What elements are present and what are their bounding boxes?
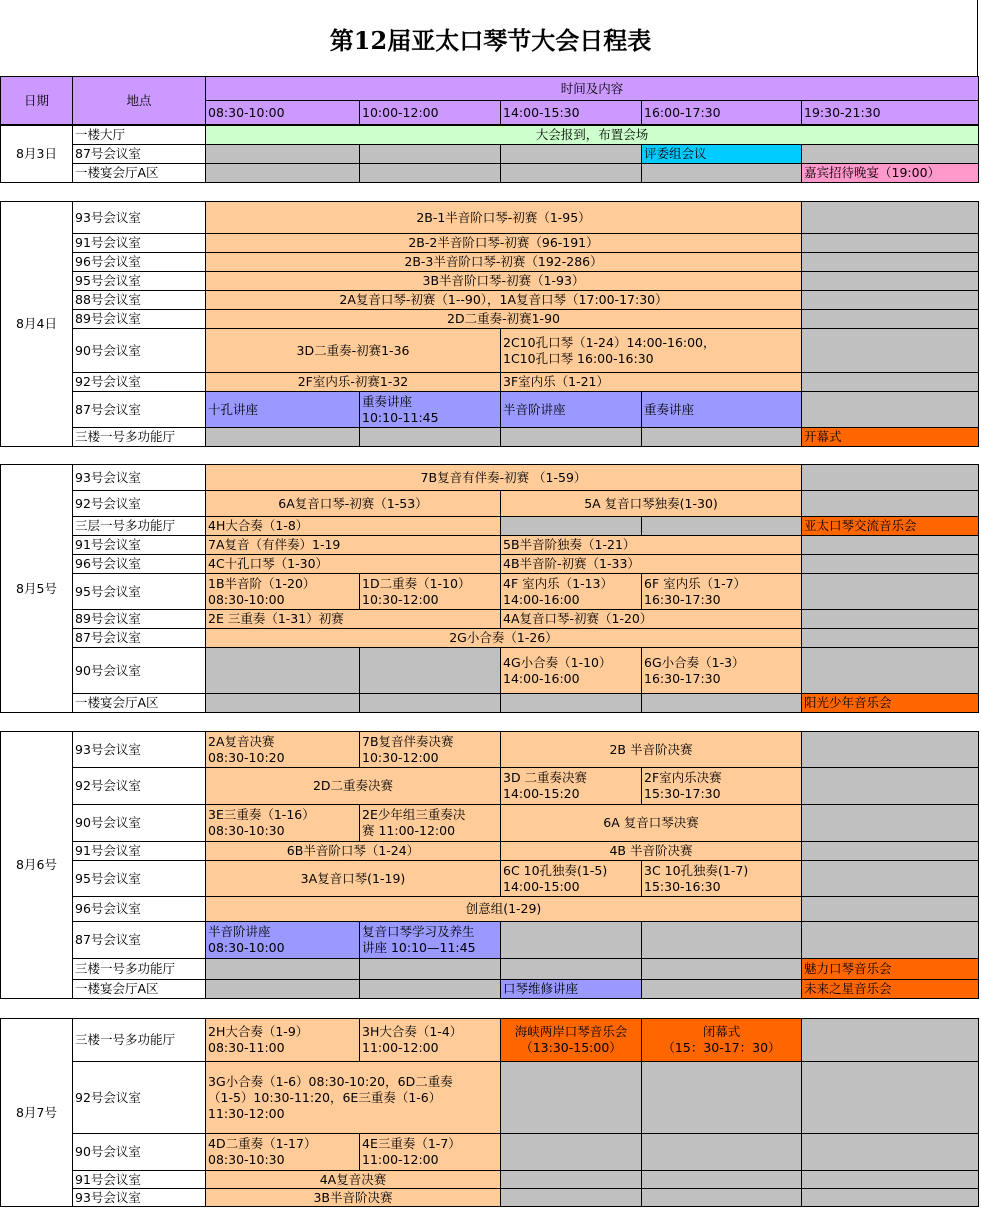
event-cell: 4C十孔口琴（1-30） bbox=[206, 555, 501, 574]
event-line: 10:30-12:00 bbox=[362, 591, 439, 607]
event-cell bbox=[501, 329, 802, 373]
event-cell bbox=[501, 1019, 642, 1062]
empty-cell bbox=[501, 164, 642, 183]
event-line: 2C10孔口琴（1-24）14:00-16:00， bbox=[503, 334, 716, 350]
empty-cell bbox=[802, 1189, 979, 1207]
empty-cell bbox=[360, 648, 501, 694]
place-cell: 90号会议室 bbox=[73, 648, 206, 694]
empty-cell bbox=[802, 373, 979, 392]
event-line: 赛 11:00-12:00 bbox=[362, 823, 456, 838]
slot-5: 19:30-21:30 bbox=[802, 101, 979, 125]
event-line: 6F 室内乐（1-7） bbox=[644, 575, 747, 591]
event-cell bbox=[206, 574, 360, 610]
place-cell: 87号会议室 bbox=[73, 392, 206, 428]
slot-2: 10:00-12:00 bbox=[360, 101, 501, 125]
event-cell bbox=[206, 805, 360, 842]
empty-cell bbox=[802, 145, 979, 164]
event-line: 2H大合奏（1-9） bbox=[208, 1024, 309, 1039]
empty-cell bbox=[360, 694, 501, 713]
date-cell: 8月3日 bbox=[1, 126, 73, 183]
event-line: 4D二重奏（1-17） bbox=[208, 1136, 317, 1151]
event-cell: 阳光少年音乐会 bbox=[802, 694, 979, 713]
empty-cell bbox=[642, 922, 802, 959]
place-cell: 95号会议室 bbox=[73, 861, 206, 897]
place-cell: 90号会议室 bbox=[73, 1134, 206, 1171]
event-line: 2E少年组三重奏决 bbox=[362, 807, 466, 822]
event-line: （1-5）10:30-11:20，6E三重奏（1-6） bbox=[208, 1089, 442, 1105]
event-cell: 3D二重奏-初赛1-36 bbox=[206, 329, 501, 373]
event-line: 3C 10孔独奏(1-7) bbox=[644, 862, 749, 878]
event-line: （15：30-17：30） bbox=[662, 1040, 781, 1055]
event-cell: 2B-2半音阶口琴-初赛（96-191） bbox=[206, 234, 802, 253]
event-line: 2A复音决赛 bbox=[208, 733, 275, 749]
header-time-content: 时间及内容 bbox=[206, 77, 979, 101]
place-cell: 三楼一号多功能厅 bbox=[73, 959, 206, 980]
event-cell: 7B复音有伴奏-初赛 （1-59） bbox=[206, 465, 802, 491]
place-cell: 91号会议室 bbox=[73, 842, 206, 861]
event-cell bbox=[501, 768, 642, 805]
event-cell: 4B 半音阶决赛 bbox=[501, 842, 802, 861]
title-border bbox=[977, 0, 978, 76]
event-line: 16:30-17:30 bbox=[644, 591, 721, 607]
empty-cell bbox=[802, 491, 979, 517]
empty-cell bbox=[802, 392, 979, 428]
lecture-cell: 口琴维修讲座 bbox=[501, 980, 642, 999]
event-cell bbox=[642, 861, 802, 897]
lecture-line: 08:30-10:00 bbox=[208, 940, 285, 955]
place-cell: 87号会议室 bbox=[73, 629, 206, 648]
event-cell: 2G小合奏（1-26） bbox=[206, 629, 802, 648]
event-cell: 2B 半音阶决赛 bbox=[501, 732, 802, 768]
event-line: 08:30-10:00 bbox=[208, 591, 285, 607]
date-cell: 8月4日 bbox=[1, 202, 73, 447]
slot-1: 08:30-10:00 bbox=[206, 101, 360, 125]
day-block-aug3 bbox=[0, 125, 979, 183]
lecture-line: 重奏讲座 bbox=[362, 393, 413, 409]
event-cell: 亚太口琴交流音乐会 bbox=[802, 517, 979, 536]
empty-cell bbox=[206, 980, 360, 999]
event-cell bbox=[501, 861, 642, 897]
place-cell: 92号会议室 bbox=[73, 373, 206, 392]
place-cell: 一楼宴会厅A区 bbox=[73, 694, 206, 713]
empty-cell bbox=[642, 428, 802, 447]
place-cell: 90号会议室 bbox=[73, 329, 206, 373]
event-cell: 魅力口琴音乐会 bbox=[802, 959, 979, 980]
event-cell: 3F室内乐（1-21） bbox=[501, 373, 802, 392]
event-cell: 2B-3半音阶口琴-初赛（192-286） bbox=[206, 253, 802, 272]
place-cell: 92号会议室 bbox=[73, 491, 206, 517]
event-cell bbox=[360, 574, 501, 610]
event-cell: 6A 复音口琴决赛 bbox=[501, 805, 802, 842]
lecture-cell bbox=[360, 922, 501, 959]
empty-cell bbox=[360, 164, 501, 183]
empty-cell bbox=[802, 329, 979, 373]
event-line: 15:30-17:30 bbox=[644, 786, 721, 801]
event-line: 2F室内乐决赛 bbox=[644, 770, 722, 785]
empty-cell bbox=[501, 1062, 642, 1134]
event-line: 14:00-15:00 bbox=[503, 878, 580, 894]
empty-cell bbox=[802, 768, 979, 805]
empty-cell bbox=[802, 1171, 979, 1189]
empty-cell bbox=[501, 517, 642, 536]
event-line: 11:00-12:00 bbox=[362, 1040, 439, 1055]
place-cell: 88号会议室 bbox=[73, 291, 206, 310]
empty-cell bbox=[206, 164, 360, 183]
empty-cell bbox=[802, 234, 979, 253]
place-cell: 96号会议室 bbox=[73, 897, 206, 922]
empty-cell bbox=[360, 428, 501, 447]
event-line: 7B复音伴奏决赛 bbox=[362, 733, 454, 749]
empty-cell bbox=[802, 897, 979, 922]
event-cell: 2E 三重奏（1-31）初赛 bbox=[206, 610, 501, 629]
event-cell: 4A复音决赛 bbox=[206, 1171, 501, 1189]
empty-cell bbox=[802, 536, 979, 555]
empty-cell bbox=[206, 428, 360, 447]
event-cell: 未来之星音乐会 bbox=[802, 980, 979, 999]
place-cell: 一楼大厅 bbox=[73, 126, 206, 145]
empty-cell bbox=[206, 145, 360, 164]
place-cell: 三层一号多功能厅 bbox=[73, 517, 206, 536]
slot-3: 14:00-15:30 bbox=[501, 101, 642, 125]
event-cell: 5B半音阶独奏（1-21） bbox=[501, 536, 802, 555]
empty-cell bbox=[642, 1134, 802, 1171]
empty-cell bbox=[642, 517, 802, 536]
empty-cell bbox=[501, 428, 642, 447]
event-cell bbox=[642, 648, 802, 694]
event-cell: 2D二重奏决赛 bbox=[206, 768, 501, 805]
place-cell: 95号会议室 bbox=[73, 574, 206, 610]
empty-cell bbox=[802, 1062, 979, 1134]
empty-cell bbox=[360, 959, 501, 980]
event-line: 4F 室内乐（1-13） bbox=[503, 575, 613, 591]
event-cell: 2F室内乐-初赛1-32 bbox=[206, 373, 501, 392]
event-cell bbox=[206, 1134, 360, 1171]
place-cell: 89号会议室 bbox=[73, 310, 206, 329]
event-line: 4E三重奏（1-7） bbox=[362, 1136, 461, 1151]
event-cell: 评委组会议 bbox=[642, 145, 802, 164]
empty-cell bbox=[501, 1171, 642, 1189]
empty-cell bbox=[206, 694, 360, 713]
lecture-line: 半音阶讲座 bbox=[208, 924, 271, 939]
place-cell: 93号会议室 bbox=[73, 732, 206, 768]
empty-cell bbox=[206, 648, 360, 694]
event-cell: 5A 复音口琴独奏(1-30) bbox=[501, 491, 802, 517]
event-line: 1C10孔口琴 16:00-16:30 bbox=[503, 350, 654, 366]
place-cell: 93号会议室 bbox=[73, 1189, 206, 1207]
event-cell bbox=[206, 1019, 360, 1062]
event-line: 08:30-10:30 bbox=[208, 823, 285, 838]
empty-cell bbox=[802, 272, 979, 291]
event-line: 14:00-16:00 bbox=[503, 591, 580, 607]
event-line: 3G小合奏（1-6）08:30-10:20，6D二重奏 bbox=[208, 1073, 453, 1089]
empty-cell bbox=[802, 648, 979, 694]
event-line: 闭幕式 bbox=[702, 1024, 741, 1039]
event-cell bbox=[501, 574, 642, 610]
place-cell: 91号会议室 bbox=[73, 1171, 206, 1189]
lecture-cell bbox=[360, 392, 501, 428]
event-cell bbox=[360, 1134, 501, 1171]
event-line: 1D二重奏（1-10） bbox=[362, 575, 471, 591]
event-line: 3D 二重奏决赛 bbox=[503, 770, 588, 785]
event-line: 14:00-15:20 bbox=[503, 786, 580, 801]
place-cell: 91号会议室 bbox=[73, 536, 206, 555]
empty-cell bbox=[501, 145, 642, 164]
empty-cell bbox=[802, 842, 979, 861]
empty-cell bbox=[802, 574, 979, 610]
place-cell: 91号会议室 bbox=[73, 234, 206, 253]
event-line: 4G小合奏（1-10） bbox=[503, 654, 612, 670]
day-block-aug5 bbox=[0, 464, 979, 713]
event-cell bbox=[206, 1062, 501, 1134]
place-cell: 三楼一号多功能厅 bbox=[73, 1019, 206, 1062]
empty-cell bbox=[360, 980, 501, 999]
event-cell bbox=[360, 805, 501, 842]
event-line: 11:00-12:00 bbox=[362, 1152, 439, 1167]
event-line: 08:30-10:30 bbox=[208, 1152, 285, 1167]
event-line: 14:00-16:00 bbox=[503, 670, 580, 686]
lecture-cell: 重奏讲座 bbox=[642, 392, 802, 428]
lecture-cell: 十孔讲座 bbox=[206, 392, 360, 428]
place-cell: 90号会议室 bbox=[73, 805, 206, 842]
event-cell: 2D二重奏-初赛1-90 bbox=[206, 310, 802, 329]
event-cell bbox=[360, 1019, 501, 1062]
event-line: （13:30-15:00） bbox=[520, 1040, 622, 1055]
place-cell: 96号会议室 bbox=[73, 555, 206, 574]
event-cell bbox=[206, 732, 360, 768]
event-line: 15:30-16:30 bbox=[644, 878, 721, 894]
header-place: 地点 bbox=[73, 77, 206, 125]
event-cell: 开幕式 bbox=[802, 428, 979, 447]
empty-cell bbox=[501, 959, 642, 980]
empty-cell bbox=[802, 610, 979, 629]
event-line: 08:30-11:00 bbox=[208, 1040, 285, 1055]
day-block-aug4 bbox=[0, 201, 979, 447]
event-line: 10:30-12:00 bbox=[362, 749, 439, 765]
empty-cell bbox=[802, 202, 979, 234]
place-cell: 93号会议室 bbox=[73, 202, 206, 234]
empty-cell bbox=[642, 959, 802, 980]
place-cell: 一楼宴会厅A区 bbox=[73, 980, 206, 999]
empty-cell bbox=[802, 922, 979, 959]
empty-cell bbox=[642, 164, 802, 183]
empty-cell bbox=[642, 694, 802, 713]
place-cell: 96号会议室 bbox=[73, 253, 206, 272]
place-cell: 93号会议室 bbox=[73, 465, 206, 491]
event-cell: 2B-1半音阶口琴-初赛（1-95） bbox=[206, 202, 802, 234]
day-block-aug6 bbox=[0, 731, 979, 999]
event-cell: 7A复音（有伴奏）1-19 bbox=[206, 536, 501, 555]
empty-cell bbox=[642, 1171, 802, 1189]
empty-cell bbox=[501, 1189, 642, 1207]
lecture-line: 复音口琴学习及养生 bbox=[362, 924, 475, 939]
header-date: 日期 bbox=[1, 77, 73, 125]
place-cell: 92号会议室 bbox=[73, 1062, 206, 1134]
event-cell: 4H大合奏（1-8） bbox=[206, 517, 501, 536]
place-cell: 95号会议室 bbox=[73, 272, 206, 291]
empty-cell bbox=[802, 861, 979, 897]
empty-cell bbox=[206, 959, 360, 980]
event-cell: 4B半音阶-初赛（1-33） bbox=[501, 555, 802, 574]
empty-cell bbox=[802, 310, 979, 329]
event-cell bbox=[642, 1019, 802, 1062]
event-line: 11:30-12:00 bbox=[208, 1105, 285, 1121]
empty-cell bbox=[501, 694, 642, 713]
event-line: 16:30-17:30 bbox=[644, 670, 721, 686]
empty-cell bbox=[802, 629, 979, 648]
event-cell bbox=[360, 732, 501, 768]
date-cell: 8月6号 bbox=[1, 732, 73, 999]
event-cell: 大会报到，布置会场 bbox=[206, 126, 979, 145]
place-cell: 89号会议室 bbox=[73, 610, 206, 629]
event-line: 海峡两岸口琴音乐会 bbox=[514, 1024, 628, 1039]
place-cell: 一楼宴会厅A区 bbox=[73, 164, 206, 183]
event-cell: 4A复音口琴-初赛（1-20） bbox=[501, 610, 802, 629]
empty-cell bbox=[802, 555, 979, 574]
event-line: 6G小合奏（1-3） bbox=[644, 654, 745, 670]
empty-cell bbox=[501, 1134, 642, 1171]
event-cell bbox=[501, 648, 642, 694]
date-cell: 8月5号 bbox=[1, 465, 73, 713]
empty-cell bbox=[642, 980, 802, 999]
event-cell: 2A复音口琴-初赛（1--90），1A复音口琴（17:00-17:30） bbox=[206, 291, 802, 310]
lecture-line: 讲座 10:10—11:45 bbox=[362, 940, 476, 955]
event-cell bbox=[642, 768, 802, 805]
event-line: 3E三重奏（1-16） bbox=[208, 807, 315, 822]
schedule-header bbox=[0, 76, 979, 125]
page-title: 第12届亚太口琴节大会日程表 bbox=[329, 25, 652, 55]
empty-cell bbox=[360, 145, 501, 164]
empty-cell bbox=[802, 291, 979, 310]
date-cell: 8月7号 bbox=[1, 1019, 73, 1207]
slot-4: 16:00-17:30 bbox=[642, 101, 802, 125]
place-cell: 92号会议室 bbox=[73, 768, 206, 805]
place-cell: 87号会议室 bbox=[73, 145, 206, 164]
empty-cell bbox=[802, 1019, 979, 1062]
empty-cell bbox=[802, 253, 979, 272]
empty-cell bbox=[642, 1189, 802, 1207]
event-cell: 6B半音阶口琴（1-24） bbox=[206, 842, 501, 861]
lecture-cell bbox=[206, 922, 360, 959]
event-cell: 3A复音口琴(1-19) bbox=[206, 861, 501, 897]
event-line: 1B半音阶（1-20） bbox=[208, 575, 316, 591]
event-line: 6C 10孔独奏(1-5) bbox=[503, 862, 608, 878]
place-cell: 三楼一号多功能厅 bbox=[73, 428, 206, 447]
place-cell: 87号会议室 bbox=[73, 922, 206, 959]
empty-cell bbox=[802, 805, 979, 842]
lecture-line: 10:10-11:45 bbox=[362, 409, 439, 425]
lecture-cell: 半音阶讲座 bbox=[501, 392, 642, 428]
event-cell: 6A复音口琴-初赛（1-53） bbox=[206, 491, 501, 517]
day-block-aug7 bbox=[0, 1018, 979, 1207]
event-cell: 3B半音阶决赛 bbox=[206, 1189, 501, 1207]
event-cell: 嘉宾招待晚宴（19:00） bbox=[802, 164, 979, 183]
empty-cell bbox=[802, 465, 979, 491]
event-cell bbox=[642, 574, 802, 610]
empty-cell bbox=[802, 1134, 979, 1171]
empty-cell bbox=[802, 732, 979, 768]
event-cell: 创意组(1-29) bbox=[206, 897, 802, 922]
event-line: 3H大合奏（1-4） bbox=[362, 1024, 463, 1039]
event-cell: 3B半音阶口琴-初赛（1-93） bbox=[206, 272, 802, 291]
empty-cell bbox=[642, 1062, 802, 1134]
event-line: 08:30-10:20 bbox=[208, 749, 285, 765]
empty-cell bbox=[501, 922, 642, 959]
